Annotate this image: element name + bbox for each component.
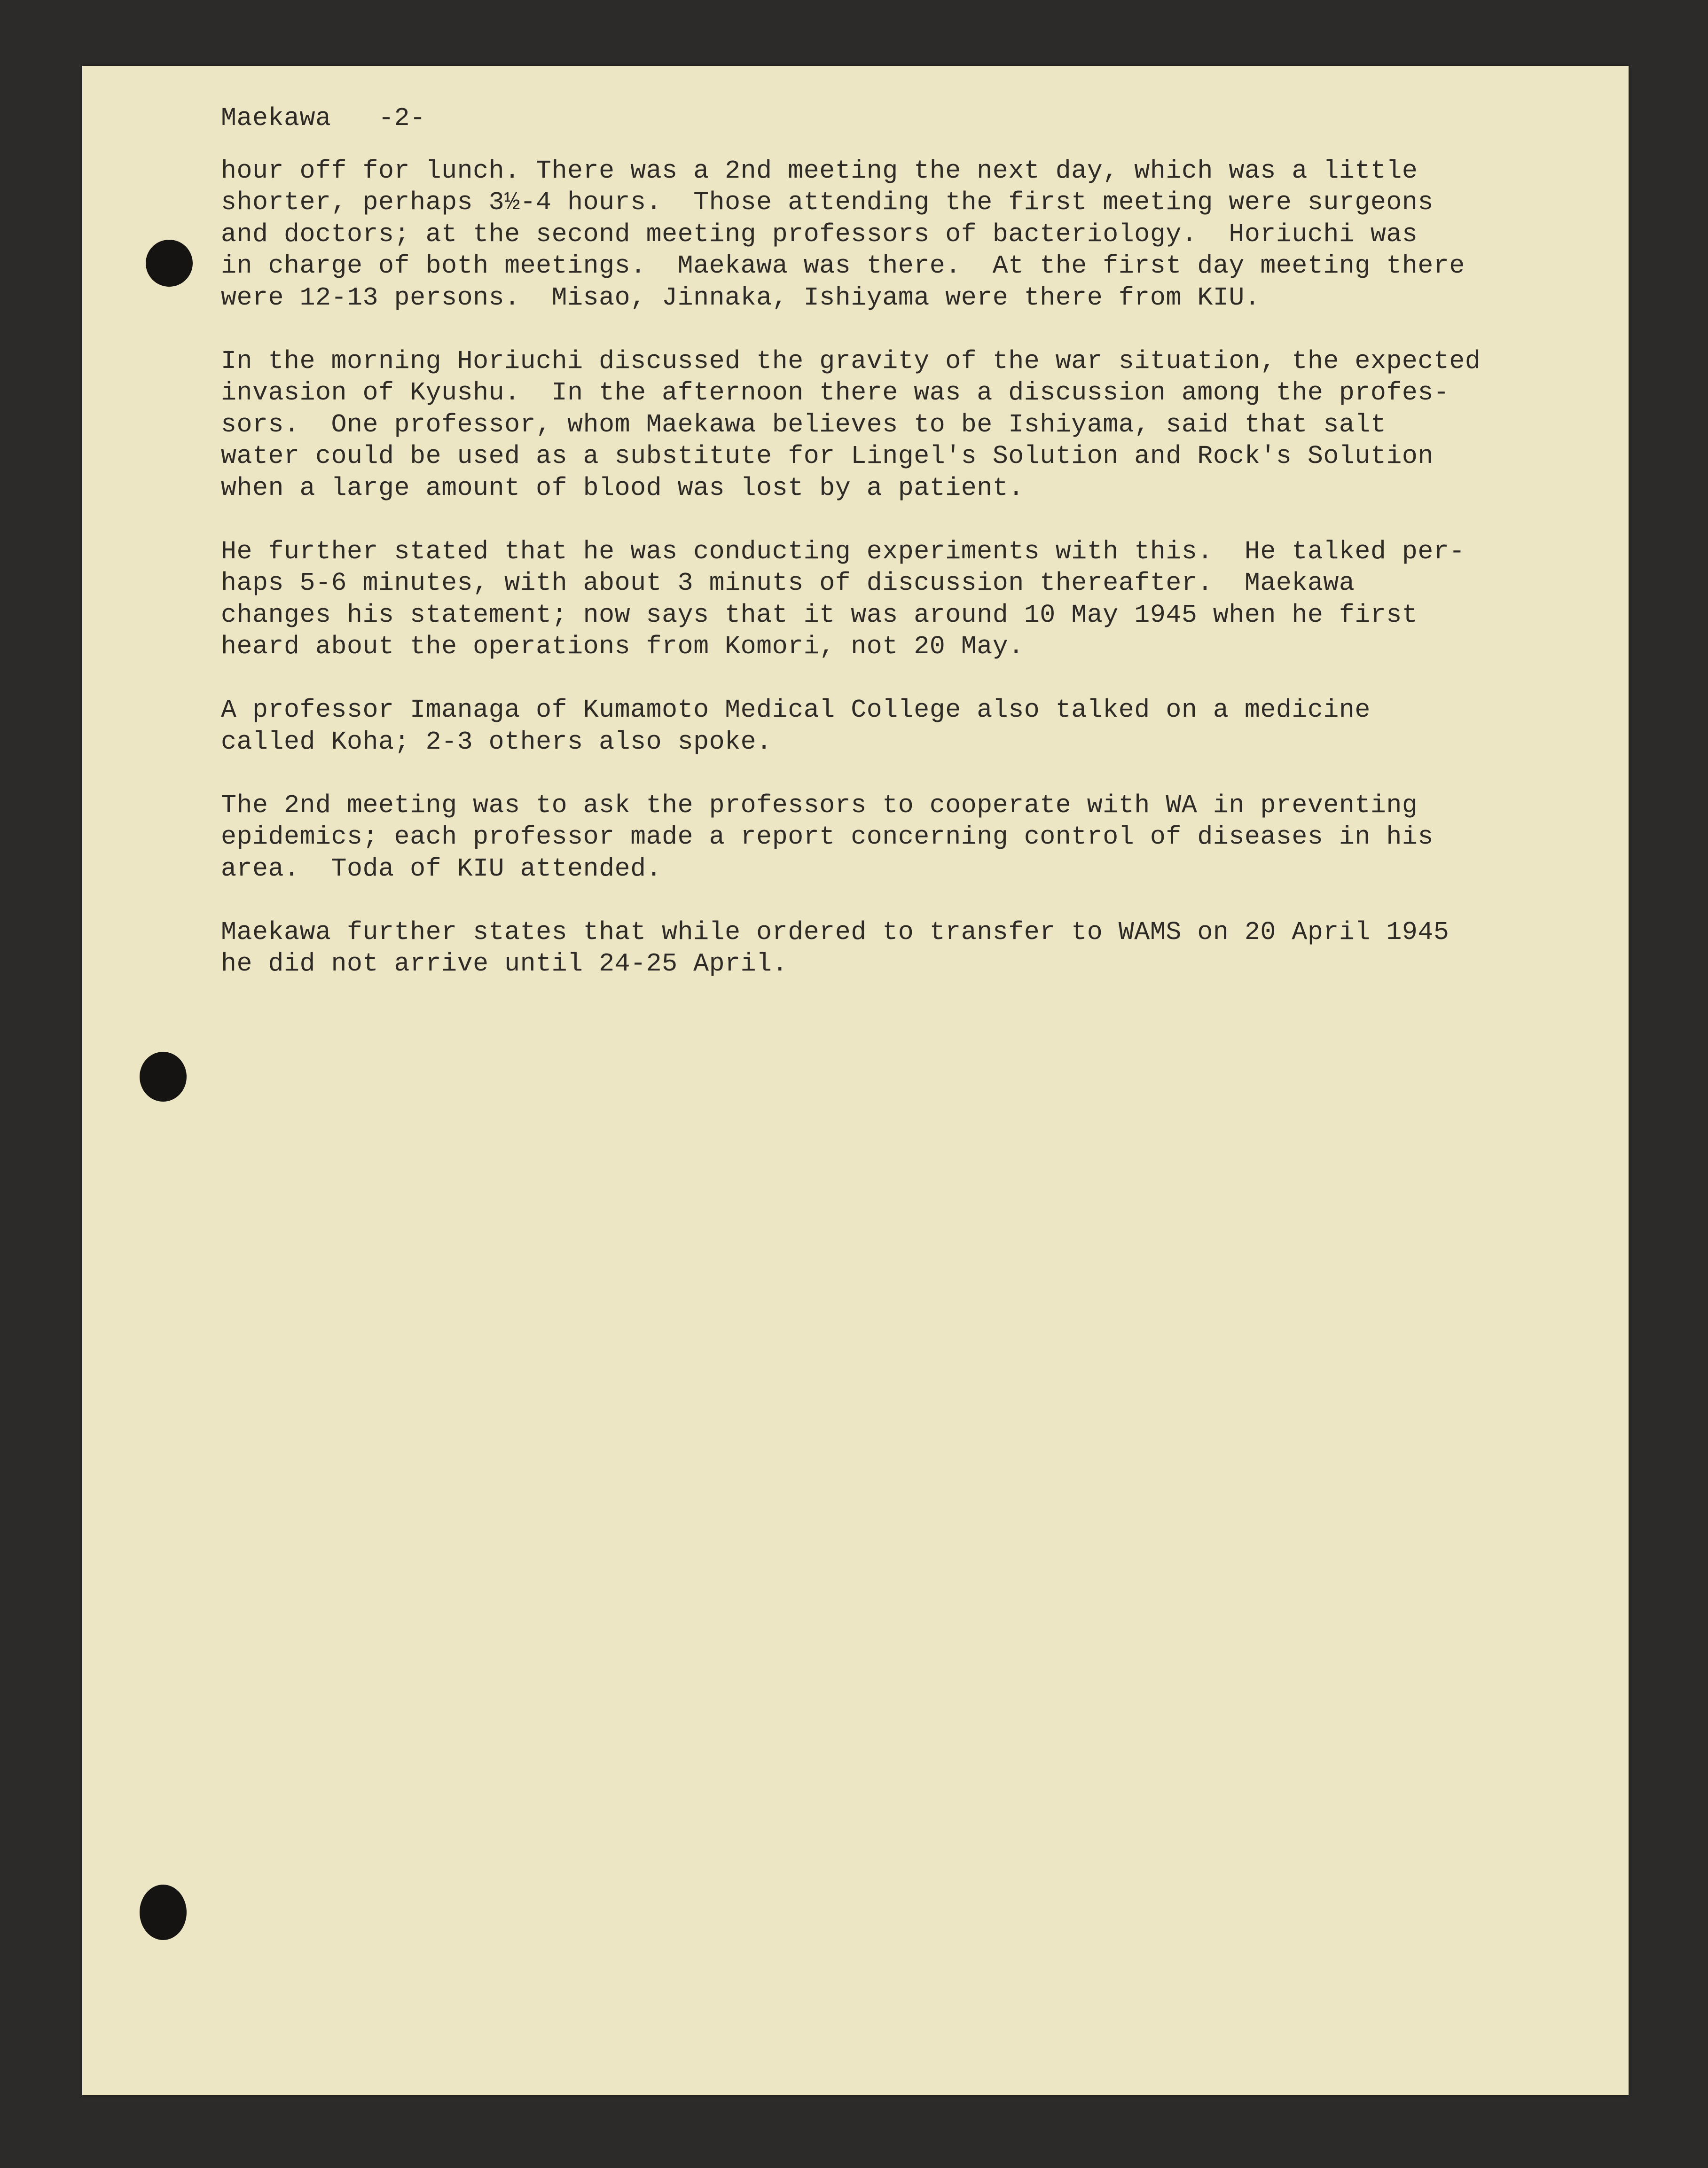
- text-line: invasion of Kyushu. In the afternoon there was a discussion among the profes-: [221, 378, 1449, 407]
- paragraph-1: [221, 155, 1537, 314]
- page-header: Maekawa -2-: [221, 103, 426, 133]
- text-line: haps 5-6 minutes, with about 3 minuts of discussion thereafter. Maekawa: [221, 568, 1355, 598]
- punch-hole-top: [146, 240, 193, 287]
- text-line: he did not arrive until 24-25 April.: [221, 949, 788, 978]
- paragraph-5: [221, 790, 1537, 885]
- text-line: area. Toda of KIU attended.: [221, 853, 662, 884]
- paragraph-4: [221, 694, 1537, 758]
- text-line: epidemics; each professor made a report concerning control of diseases in his: [221, 822, 1434, 852]
- text-line: shorter, perhaps 3½-4 hours. Those attending the first meeting were surgeons: [221, 188, 1434, 217]
- paragraph-6: [221, 916, 1537, 980]
- punch-hole-bottom: [140, 1885, 187, 1940]
- text-line: in charge of both meetings. Maekawa was there. At the first day meeting there: [221, 251, 1465, 281]
- text-line: heard about the operations from Komori, not 20 May.: [221, 632, 1024, 661]
- text-line: A professor Imanaga of Kumamoto Medical College also talked on a medicine: [221, 695, 1371, 725]
- text-line: hour off for lunch. There was a 2nd meeting the next day, which was a little: [221, 156, 1418, 186]
- text-line: Maekawa further states that while ordered to transfer to WAMS on 20 April 1945: [221, 917, 1449, 947]
- text-line: changes his statement; now says that it was around 10 May 1945 when he first: [221, 600, 1418, 630]
- text-line: He further stated that he was conducting experiments with this. He talked per-: [221, 536, 1465, 566]
- text-line: The 2nd meeting was to ask the professors to cooperate with WA in preventing: [221, 790, 1418, 820]
- paragraph-2: [221, 345, 1537, 504]
- text-line: and doctors; at the second meeting professors of bacteriology. Horiuchi was: [221, 219, 1418, 249]
- text-line: In the morning Horiuchi discussed the gravity of the war situation, the expected: [221, 346, 1481, 376]
- typed-text-body: [221, 102, 1537, 1011]
- text-line: called Koha; 2-3 others also spoke.: [221, 727, 772, 757]
- text-line: were 12-13 persons. Misao, Jinnaka, Ishiyama were there from KIU.: [221, 282, 1261, 313]
- paragraph-3: [221, 536, 1537, 663]
- text-line: when a large amount of blood was lost by a patient.: [221, 473, 1024, 503]
- punch-hole-middle: [140, 1052, 187, 1102]
- text-line: water could be used as a substitute for Lingel's Solution and Rock's Solution: [221, 441, 1434, 471]
- text-line: sors. One professor, whom Maekawa believes to be Ishiyama, said that salt: [221, 409, 1387, 439]
